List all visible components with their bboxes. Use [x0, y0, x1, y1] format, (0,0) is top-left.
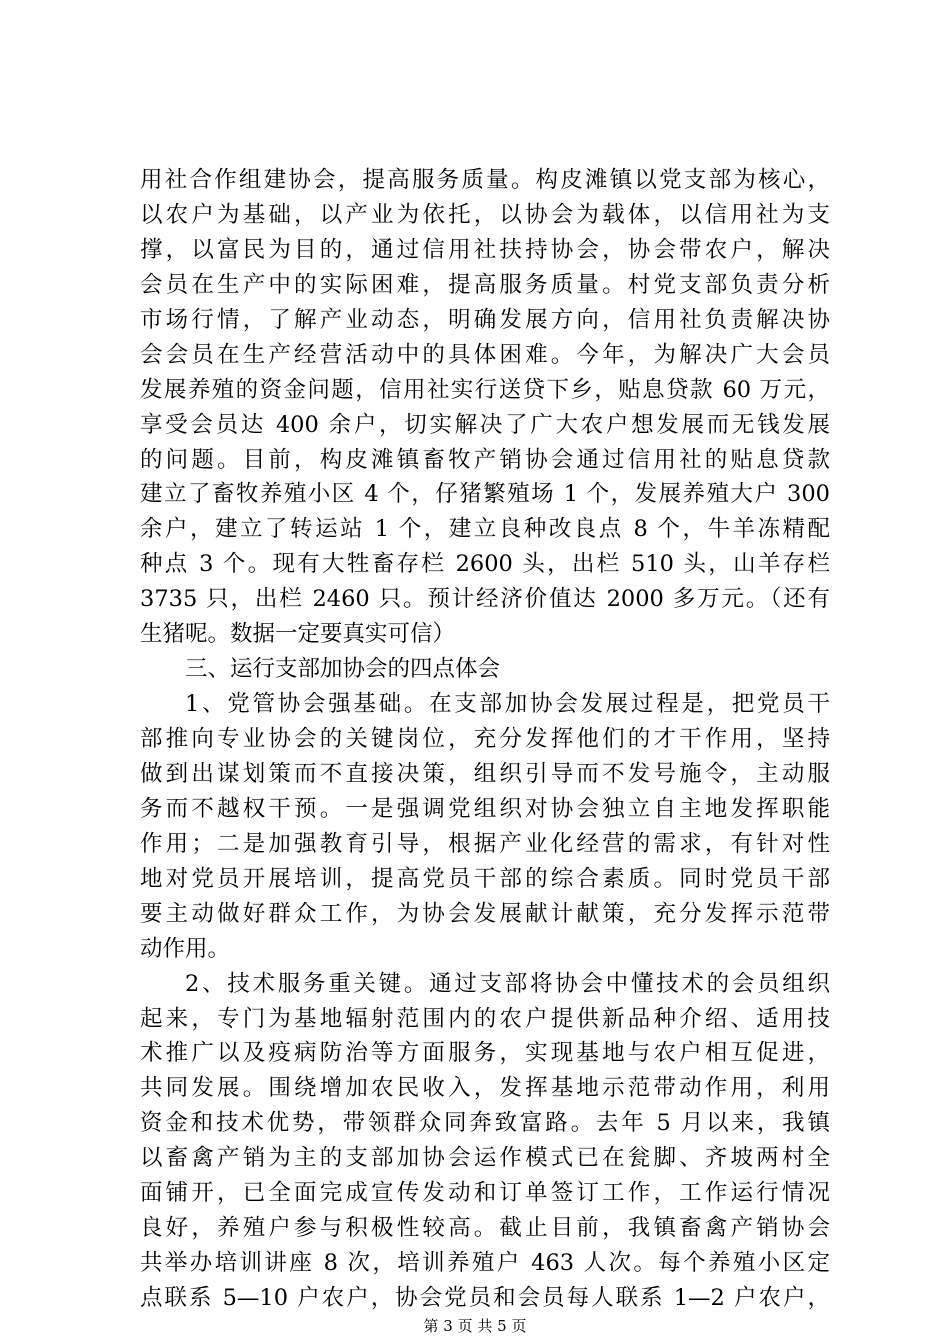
text-line: 共同发展。围绕增加农民收入，发挥基地示范带动作用，利用 [140, 1075, 830, 1102]
text-line: 会会员在生产经营活动中的具体困难。今年，为解决广大会员 [140, 341, 830, 368]
text-line: 以畜禽产销为主的支部加协会运作模式已在瓮脚、齐坡两村全 [140, 1145, 830, 1172]
text-line: 点联系 5—10 户农户，协会党员和会员每人联系 1—2 户农户， [140, 1285, 830, 1311]
text-line: 起来，专门为基地辐射范围内的农户提供新品种介绍、适用技 [140, 1005, 830, 1032]
text-line: 生猪呢。数据一定要真实可信） [140, 621, 456, 648]
page-number: 第 3 页 共 5 页 [423, 1317, 527, 1335]
text-line: 良好，养殖户参与积极性较高。截止目前，我镇畜禽产销协会 [140, 1215, 830, 1242]
text-line: 3735 只，出栏 2460 只。预计经济价值达 2000 多万元。（还有 [140, 586, 830, 613]
text-line: 市场行情，了解产业动态，明确发展方向，信用社负责解决协 [140, 306, 830, 333]
section-heading: 三、运行支部加协会的四点体会 [185, 656, 501, 683]
text-line: 术推广以及疫病防治等方面服务，实现基地与农户相互促进， [140, 1040, 830, 1067]
text-line: 面铺开，已全面完成宣传发动和订单签订工作，工作运行情况 [140, 1180, 830, 1207]
text-line: 的问题。目前，构皮滩镇畜牧产销协会通过信用社的贴息贷款 [140, 446, 830, 473]
text-line: 2、技术服务重关键。通过支部将协会中懂技术的会员组织 [185, 970, 830, 997]
text-line: 会员在生产中的实际困难，提高服务质量。村党支部负责分析 [140, 271, 830, 298]
text-line: 用社合作组建协会，提高服务质量。构皮滩镇以党支部为核心， [140, 167, 830, 193]
text-line: 做到出谋划策而不直接决策，组织引导而不发号施令，主动服 [140, 760, 830, 787]
text-line: 享受会员达 400 余户，切实解决了广大农户想发展而无钱发展 [140, 411, 830, 438]
text-line: 发展养殖的资金问题，信用社实行送贷下乡，贴息贷款 60 万元， [140, 376, 830, 403]
text-line: 余户，建立了转运站 1 个，建立良种改良点 8 个，牛羊冻精配 [140, 516, 830, 543]
text-line: 作用；二是加强教育引导，根据产业化经营的需求，有针对性 [140, 830, 830, 857]
text-line: 种点 3 个。现有大牲畜存栏 2600 头，出栏 510 头，山羊存栏 [140, 551, 830, 578]
text-line: 建立了畜牧养殖小区 4 个，仔猪繁殖场 1 个，发展养殖大户 300 [140, 481, 830, 508]
text-line: 共举办培训讲座 8 次，培训养殖户 463 人次。每个养殖小区定 [140, 1250, 830, 1277]
text-line: 务而不越权干预。一是强调党组织对协会独立自主地发挥职能 [140, 795, 830, 822]
text-line: 资金和技术优势，带领群众同奔致富路。去年 5 月以来，我镇 [140, 1110, 830, 1137]
text-line: 部推向专业协会的关键岗位，充分发挥他们的才干作用，坚持 [140, 726, 830, 752]
text-line: 要主动做好群众工作，为协会发展献计献策，充分发挥示范带 [140, 900, 830, 927]
text-line: 地对党员开展培训，提高党员干部的综合素质。同时党员干部 [140, 865, 830, 892]
document-body [140, 163, 830, 1316]
text-line: 撑，以富民为目的，通过信用社扶持协会，协会带农户，解决 [140, 236, 830, 263]
text-line: 以农户为基础，以产业为依托，以协会为载体，以信用社为支 [140, 201, 830, 228]
text-line: 1、党管协会强基础。在支部加协会发展过程是，把党员干 [185, 691, 830, 718]
text-line: 动作用。 [140, 935, 231, 962]
